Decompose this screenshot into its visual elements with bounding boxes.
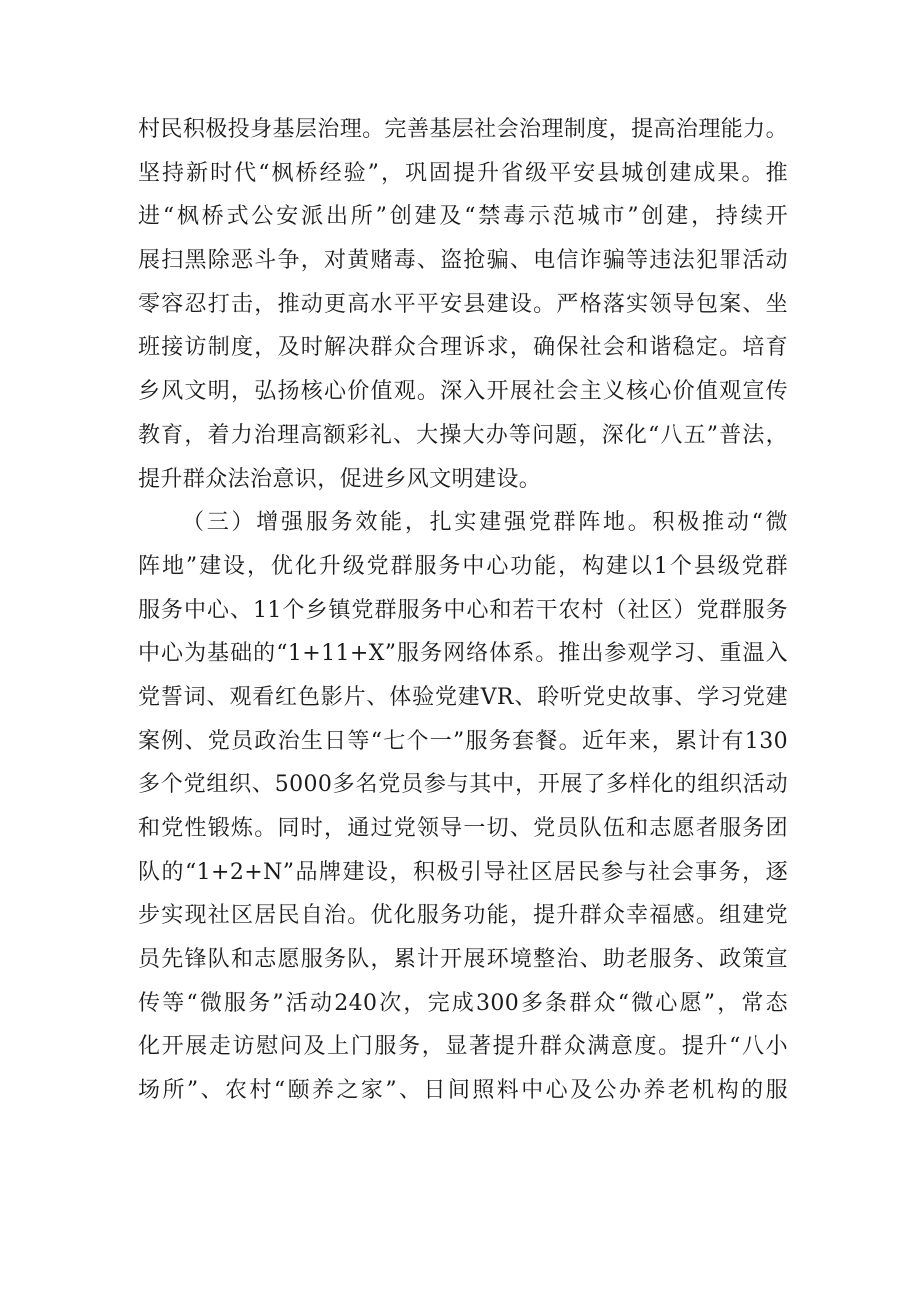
text-line: 中心为基础的“1+11+X”服务网络体系。推出参观学习、重温入 — [138, 641, 788, 667]
text-line: 化开展走访慰问及上门服务，显著提升群众满意度。提升“八小 — [138, 1034, 788, 1060]
text-line: 村民积极投身基层治理。完善基层社会治理制度，提高治理能力。 — [138, 117, 788, 142]
text-line: 班接访制度，及时解决群众合理诉求，确保社会和谐稳定。培育 — [138, 335, 788, 361]
text-line: 服务中心、11个乡镇党群服务中心和若干农村（社区）党群服务 — [138, 597, 788, 623]
document-body — [138, 108, 788, 1113]
text-line: 案例、党员政治生日等“七个一”服务套餐。近年来，累计有130 — [138, 728, 788, 754]
text-line: 步实现社区居民自治。优化服务功能，提升群众幸福感。组建党 — [138, 903, 788, 929]
paragraph-governance — [138, 108, 788, 501]
text-line: 多个党组织、5000多名党员参与其中，开展了多样化的组织活动 — [138, 772, 788, 798]
text-line: 队的“1+2+N”品牌建设，积极引导社区居民参与社会事务，逐 — [138, 859, 788, 885]
paragraph-service-efficiency — [138, 501, 788, 1113]
section-heading-line: （三）增强服务效能，扎实建强党群阵地。积极推动“微 — [182, 510, 788, 536]
text-line: 展扫黑除恶斗争，对黄赌毒、盗抢骗、电信诈骗等违法犯罪活动 — [138, 248, 788, 274]
text-line: 传等“微服务”活动240次，完成300多条群众“微心愿”，常态 — [138, 990, 788, 1016]
text-line: 坚持新时代“枫桥经验”，巩固提升省级平安县城创建成果。推 — [138, 160, 788, 186]
text-line: 提升群众法治意识，促进乡风文明建设。 — [138, 466, 542, 492]
text-line: 党誓词、观看红色影片、体验党建VR、聆听党史故事、学习党建 — [138, 684, 788, 710]
text-line: 场所”、农村“颐养之家”、日间照料中心及公办养老机构的服 — [138, 1078, 788, 1104]
text-line: 零容忍打击，推动更高水平平安县建设。严格落实领导包案、坐 — [138, 291, 788, 317]
text-line: 进“枫桥式公安派出所”创建及“禁毒示范城市”创建，持续开 — [138, 204, 788, 230]
text-line: 员先锋队和志愿服务队，累计开展环境整治、助老服务、政策宣 — [138, 947, 788, 973]
text-line: 和党性锻炼。同时，通过党领导一切、党员队伍和志愿者服务团 — [138, 816, 788, 841]
text-line: 乡风文明，弘扬核心价值观。深入开展社会主义核心价值观宣传 — [138, 379, 788, 405]
text-line: 教育，着力治理高额彩礼、大操大办等问题，深化“八五”普法， — [138, 422, 788, 448]
text-line: 阵地”建设，优化升级党群服务中心功能，构建以1个县级党群 — [138, 553, 788, 579]
